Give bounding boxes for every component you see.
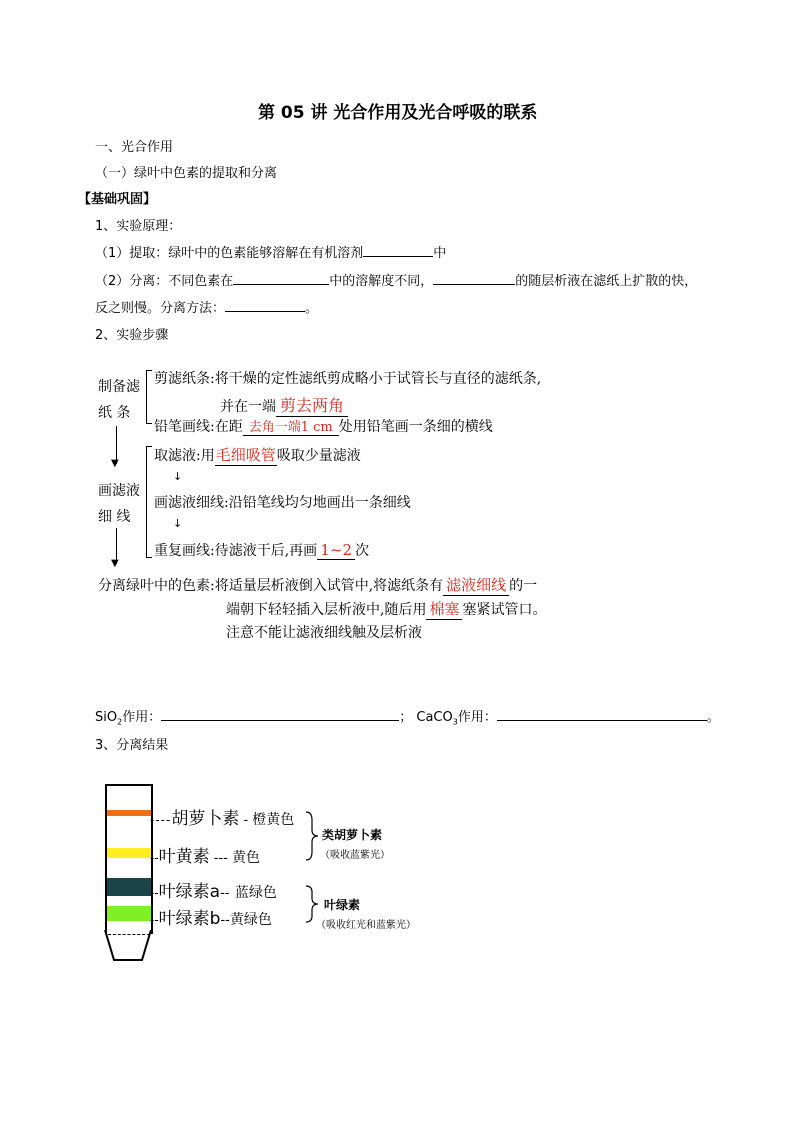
blank-pigment[interactable] — [433, 271, 515, 285]
band-chlorophyll-b — [107, 906, 151, 921]
separate-text-c: 的随层析液在滤纸上扩散的快， — [515, 274, 698, 289]
cut-line-2 — [220, 393, 348, 417]
pigment-name: 叶绿素b — [158, 909, 221, 929]
subsection-heading: （一）绿叶中色素的提取和分离 — [95, 166, 278, 181]
extract-suffix: 中 — [433, 246, 447, 261]
answer-filtrate-line: 滤液细线 — [443, 574, 509, 596]
pencil-suffix: 处用铅笔画一条细的横线 — [338, 419, 493, 435]
separate-text-d: 反之则慢。分离方法： — [95, 301, 226, 316]
page-title: 第 05 讲 光合作用及光合呼吸的联系 — [258, 103, 538, 123]
extract-line — [95, 242, 446, 261]
repeat-prefix: 重复画线:待滤液干后,再画 — [154, 543, 318, 559]
reagent-sep: ； — [399, 710, 413, 725]
pencil-line — [154, 416, 493, 436]
group-chlorophyll-note: （吸收红光和蓝紫光） — [316, 920, 416, 931]
label-carotene: ----胡萝卜素 - 橙黄色 — [150, 809, 295, 829]
arrow-down-icon: ▼ — [111, 558, 119, 569]
color-name: 黄色 — [232, 850, 261, 866]
arrow-down-icon: ↓ — [173, 470, 183, 483]
steps-heading: 2、实验步骤 — [95, 328, 169, 343]
chromatography-figure — [102, 784, 462, 964]
draw-label-2: 细 线 — [98, 509, 131, 525]
dashes: -- — [220, 886, 230, 901]
consolidate-tag: 【基础巩固】 — [78, 192, 157, 207]
color-name: 橙黄色 — [252, 812, 295, 828]
sio2-formula: SiO — [95, 710, 118, 725]
draw-line: 画滤液细线:沿铅笔线均匀地画出一条细线 — [154, 495, 411, 511]
answer-cut-corners: 剪去两角 — [276, 393, 348, 417]
reagent-end: 。 — [706, 710, 720, 725]
separate-line-2 — [95, 297, 318, 316]
draw-bracket — [146, 446, 152, 558]
prep-label-2: 纸 条 — [98, 405, 131, 421]
color-name: 黄绿色 — [229, 912, 272, 928]
separate-end: 。 — [305, 301, 319, 316]
caco3-sub: 3 — [452, 717, 458, 727]
band-carotene — [107, 810, 151, 816]
result-heading: 3、分离结果 — [95, 738, 169, 753]
principle-heading: 1、实验原理： — [95, 219, 182, 234]
sio2-label: 作用： — [122, 710, 162, 725]
sep-suffix: 的一 — [509, 578, 538, 594]
strip-tip — [102, 930, 154, 964]
label-chlorophyll-b: --叶绿素b--黄绿色 — [150, 909, 272, 929]
sep-line-1 — [98, 574, 537, 596]
answer-pencil-distance: 去角一端1 cm — [243, 416, 339, 436]
sep-note: 注意不能让滤液细线触及层析液 — [226, 625, 422, 641]
take-line — [154, 444, 361, 466]
caco3-formula: CaCO — [416, 710, 453, 725]
group-chlorophyll: 叶绿素 — [324, 898, 361, 912]
sep-prefix: 分离绿叶中的色素:将适量层析液倒入试管中,将滤纸条有 — [98, 578, 444, 594]
pigment-name: 胡萝卜素 — [171, 809, 240, 829]
label-chlorophyll-a: --叶绿素a-- 蓝绿色 — [150, 882, 277, 902]
sep-line-2-prefix: 端朝下轻轻插入层析液中,随后用 — [226, 602, 427, 618]
separate-text-a: （2）分离：不同色素在 — [95, 274, 234, 289]
answer-repeat-times: 1~2 — [317, 541, 355, 560]
separate-text-b: 中的溶解度不同， — [329, 274, 434, 289]
section-heading: 一、光合作用 — [95, 140, 174, 155]
color-name: 蓝绿色 — [234, 885, 277, 901]
reagent-line — [95, 706, 720, 727]
cut-line-1: 剪滤纸条:将干燥的定性滤纸剪成略小于试管长与直径的滤纸条, — [154, 371, 542, 387]
blank-sio2[interactable] — [161, 707, 399, 721]
blank-method[interactable] — [225, 298, 305, 312]
sep-line-2 — [226, 598, 546, 620]
separate-line — [95, 270, 697, 289]
take-suffix: 吸取少量滤液 — [276, 448, 361, 464]
answer-cotton-plug: 棉塞 — [426, 598, 462, 620]
arrow-down-icon: ▼ — [111, 458, 119, 469]
cut-line-2-text: 并在一端 — [220, 399, 276, 415]
prep-bracket — [146, 370, 152, 424]
pigment-name: 叶黄素 — [158, 847, 210, 867]
blank-medium[interactable] — [233, 271, 329, 285]
label-xanthophyll: --叶黄素 --- 黄色 — [150, 847, 261, 867]
prep-label-1: 制备滤 — [98, 379, 140, 395]
blank-solvent[interactable] — [363, 243, 433, 257]
draw-label-1: 画滤液 — [98, 483, 140, 499]
sep-line-2-suffix: 塞紧试管口。 — [462, 602, 547, 618]
blank-caco3[interactable] — [497, 707, 707, 721]
extract-text: （1）提取：绿叶中的色素能够溶解在有机溶剂 — [95, 246, 364, 261]
answer-capillary: 毛细吸管 — [215, 446, 276, 464]
arrow-down-icon: ↓ — [173, 517, 183, 530]
pencil-prefix: 铅笔画线:在距 — [154, 419, 243, 435]
band-chlorophyll-a — [107, 878, 151, 896]
group-carotenoid-note: （吸收蓝紫光） — [320, 850, 390, 861]
repeat-line — [154, 540, 369, 560]
pencil-baseline — [108, 934, 150, 935]
band-xanthophyll — [107, 848, 151, 858]
repeat-suffix: 次 — [355, 543, 370, 559]
sio2-sub: 2 — [117, 717, 123, 727]
take-prefix: 取滤液:用 — [154, 448, 215, 464]
group-carotenoid: 类胡萝卜素 — [322, 828, 383, 842]
caco3-label: 作用： — [457, 710, 497, 725]
pigment-name: 叶绿素a — [158, 882, 221, 902]
